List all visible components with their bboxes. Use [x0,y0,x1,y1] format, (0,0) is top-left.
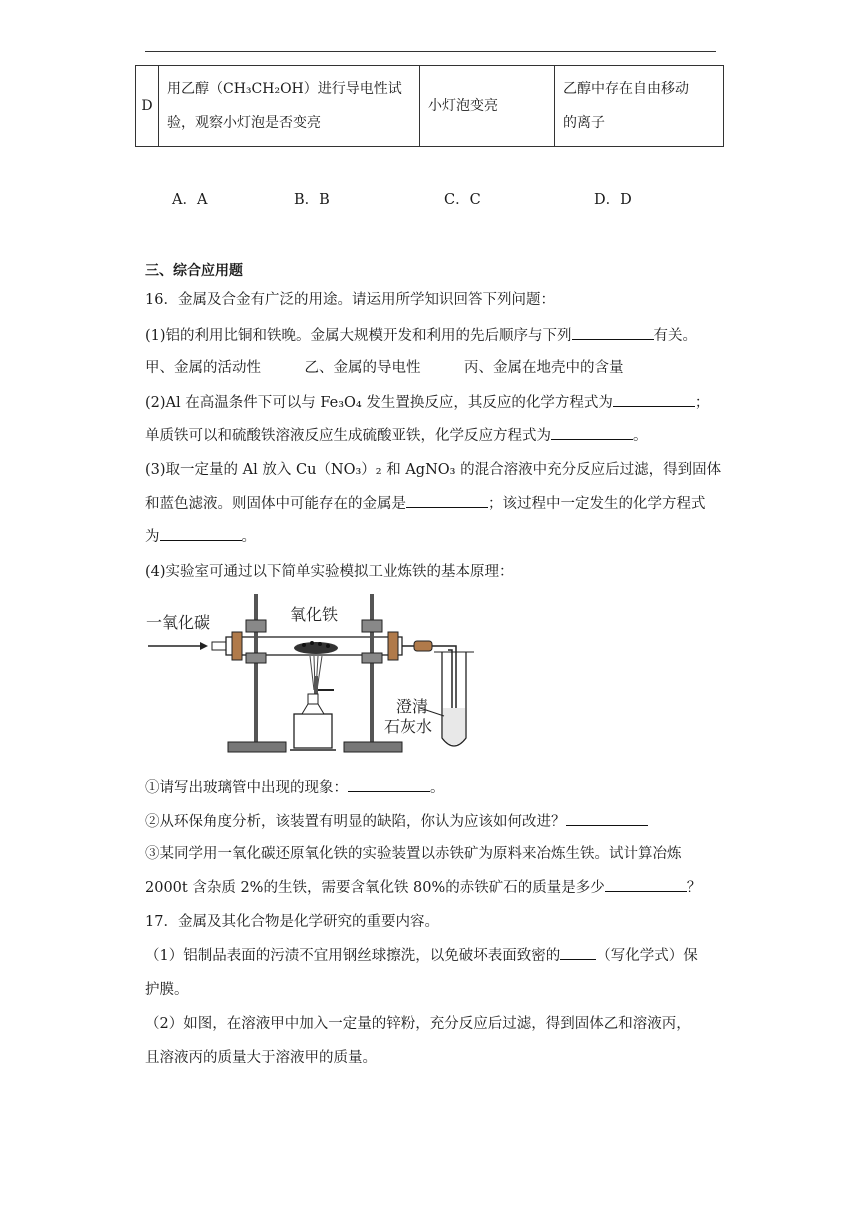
row-operation-line2: 验，观察小灯泡是否变亮 [167,115,321,131]
answer-blank[interactable] [348,777,430,792]
left-stopper [232,632,242,660]
q16-part2-text: (2)Al 在高温条件下可以与 Fe₃O₄ 发生置换反应，其反应的化学方程式为 [145,395,613,411]
row-conclusion-line2: 的离子 [563,115,605,131]
q16-part2-line2-tail: 。 [633,428,648,444]
q16-part3-line3-tail: 。 [241,529,256,545]
q16-sub2-text: ②从环保角度分析，该装置有明显的缺陷，你认为应该如何改进？ [145,814,566,830]
answer-blank[interactable] [551,425,633,440]
answer-blank[interactable] [406,493,488,508]
q17-part2: （2）如图，在溶液甲中加入一定量的锌粉，充分反应后过滤，得到固体乙和溶液丙， [145,1016,691,1032]
label-co: 一氧化碳 [146,613,211,632]
choice-b[interactable]: B．B [294,192,330,208]
table-row [136,66,724,147]
label-fe2o3: 氧化铁 [290,605,339,624]
row-operation [159,66,420,147]
right-stopper [388,632,398,660]
q16-sub1 [145,776,445,797]
option-table [135,65,724,147]
row-phenomenon: 小灯泡变亮 [420,66,555,147]
q17-part1-tail: （写化学式）保 [596,948,698,964]
label-limewater-2: 石灰水 [384,717,433,736]
q16-part4: (4)实验室可通过以下简单实验模拟工业炼铁的基本原理： [145,564,514,580]
q16-part2-line2-text: 单质铁可以和硫酸铁溶液反应生成硫酸亚铁，化学反应方程式为 [145,428,551,444]
right-clamp [362,594,382,744]
q16-part3: (3)取一定量的 Al 放入 Cu（NO₃）₂ 和 AgNO₃ 的混合溶液中充分反应后过滤，得到固体 [145,462,722,478]
q16-part1-options: 甲、金属的活动性 乙、金属的导电性 丙、金属在地壳中的含量 [145,360,624,376]
ironmaking-apparatus-figure [144,590,494,758]
top-rule [145,51,716,52]
row-conclusion [555,66,724,147]
q17-stem: 17．金属及其化合物是化学研究的重要内容。 [145,914,439,930]
q16-sub1-text: ①请写出玻璃管中出现的现象： [145,780,348,796]
q16-part2 [145,391,709,412]
answer-blank[interactable] [605,877,687,892]
q16-stem: 16．金属及合金有广泛的用途。请运用所学知识回答下列问题： [145,292,555,308]
q16-part1-text: (1)铝的利用比铜和铁晚。金属大规模开发和利用的先后顺序与下列 [145,328,572,344]
answer-blank[interactable] [566,811,648,826]
q16-part3-line3 [145,525,256,546]
q16-part2-line2 [145,424,648,445]
row-letter: D [136,66,159,147]
q17-part2-line2: 且溶液丙的质量大于溶液甲的质量。 [145,1050,377,1066]
q16-sub3-line2-text: 2000t 含杂质 2%的生铁，需要含氧化铁 80%的赤铁矿石的质量是多少 [145,880,605,896]
q16-sub3-line2 [145,876,701,897]
q16-part1 [145,324,697,345]
q16-part3-line2 [145,492,706,513]
choice-c[interactable]: C．C [444,192,481,208]
choice-a[interactable]: A．A [172,192,208,208]
answer-blank[interactable] [613,392,695,407]
q16-part3-line2-text: 和蓝色滤液。则固体中可能存在的金属是 [145,496,406,512]
q16-sub2 [145,810,648,831]
right-stand-base [344,742,402,752]
q16-sub1-tail: 。 [430,780,445,796]
q16-part1-tail: 有关。 [653,328,698,344]
q16-part3-line3-text: 为 [145,529,160,545]
q16-part2-tail: ； [694,395,710,411]
left-stand-base [228,742,286,752]
row-operation-line1: 用乙醇（CH₃CH₂OH）进行导电性试 [167,81,402,97]
alcohol-lamp [290,694,336,750]
gas-inlet-arrow [148,642,226,650]
answer-choices [0,188,860,208]
label-limewater-1: 澄清 [396,697,429,716]
section-title: 三、综合应用题 [145,263,243,279]
q17-part1-line2: 护膜。 [145,982,189,998]
q16-sub3: ③某同学用一氧化碳还原氧化铁的实验装置以赤铁矿为原料来冶炼生铁。试计算冶炼 [145,846,682,862]
q17-part1 [145,944,698,965]
row-conclusion-line1: 乙醇中存在自由移动 [563,81,689,97]
q17-part1-text: （1）铝制品表面的污渍不宜用钢丝球擦洗，以免破坏表面致密的 [145,948,561,964]
answer-blank[interactable] [560,945,596,960]
answer-blank[interactable] [160,526,242,541]
choice-d[interactable]: D．D [594,192,632,208]
q16-part3-line2-mid: ；该过程中一定发生的化学方程式 [488,496,706,512]
left-clamp [246,594,266,744]
answer-blank[interactable] [572,325,654,340]
q16-sub3-line2-tail: ？ [686,880,702,896]
